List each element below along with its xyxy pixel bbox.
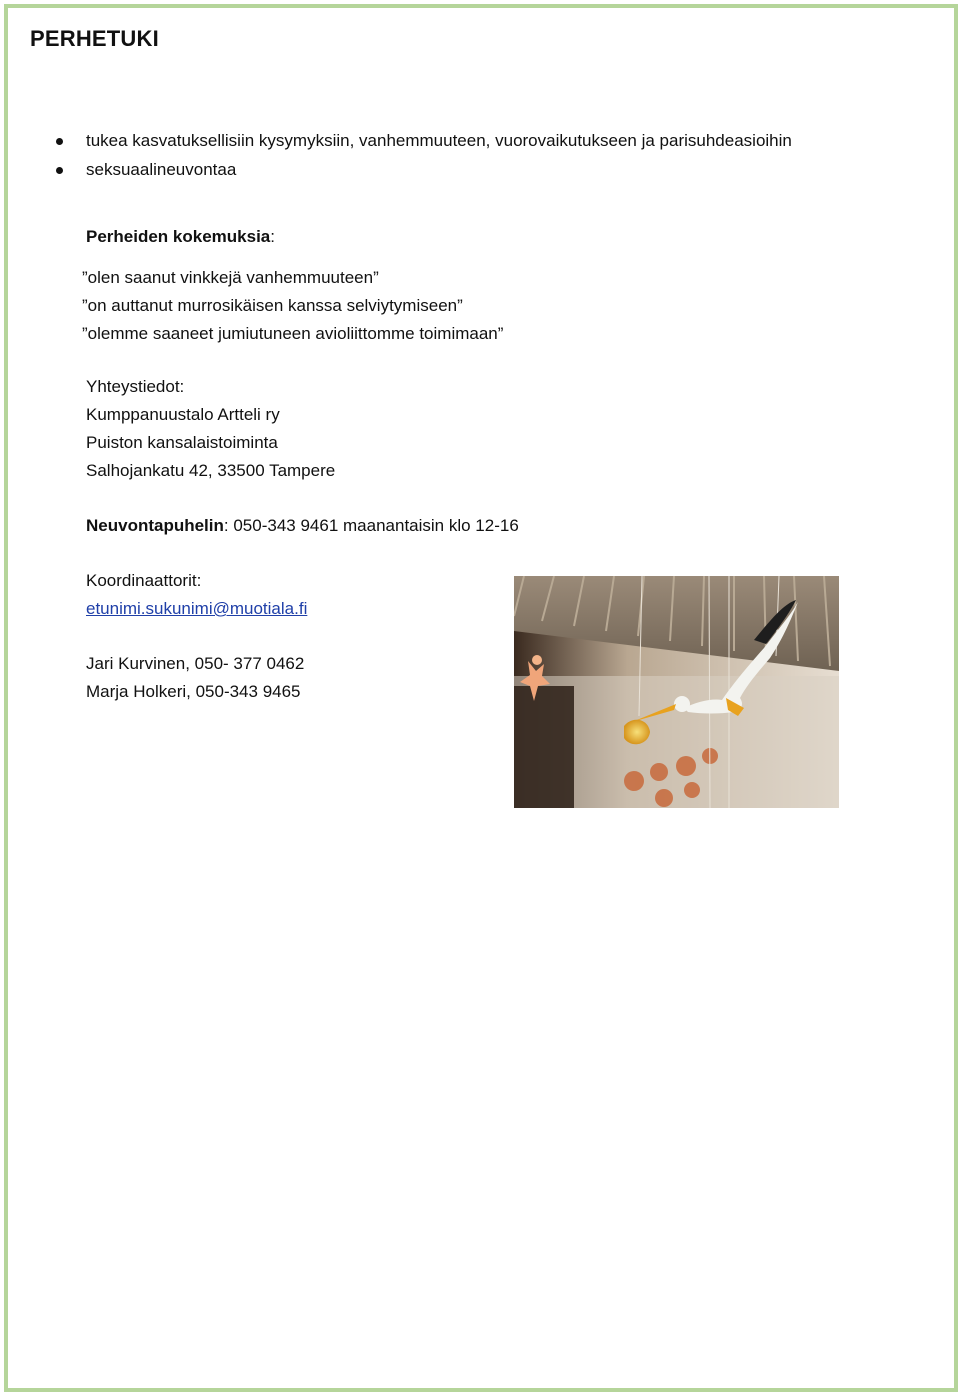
- list-item: [52, 126, 792, 155]
- contact-line: Kumppanuustalo Artteli ry: [86, 405, 280, 424]
- list-item-text: tukea kasvatuksellisiin kysymyksiin, vanhemmuuteen, vuorovaikutukseen ja parisuhdeasioihin: [86, 131, 792, 150]
- email-link[interactable]: etunimi.sukunimi@muotiala.fi: [86, 599, 308, 618]
- list-item-text: seksuaalineuvontaa: [86, 160, 237, 179]
- experiences-heading: [86, 223, 275, 251]
- service-list: [52, 126, 792, 184]
- page-title: PERHETUKI: [30, 26, 159, 51]
- bullet-icon: [56, 138, 63, 145]
- coordinator-contacts: [86, 650, 304, 706]
- coordinator-line: Marja Holkeri, 050-343 9465: [86, 682, 301, 701]
- contact-info: [86, 373, 335, 485]
- phone-value: : 050-343 9461 maanantaisin klo 12-16: [223, 516, 519, 535]
- contact-heading: Yhteystiedot:: [86, 377, 185, 396]
- stork-mobile-photo: [514, 576, 839, 808]
- testimonial-quote: ”on auttanut murrosikäisen kanssa selviytymiseen”: [82, 296, 463, 315]
- testimonials: [82, 264, 503, 348]
- contact-line: Puiston kansalaistoiminta: [86, 433, 278, 452]
- coordinator-line: Jari Kurvinen, 050- 377 0462: [86, 654, 305, 673]
- contact-line: Salhojankatu 42, 33500 Tampere: [86, 461, 336, 480]
- experiences-heading-label: Perheiden kokemuksia: [86, 227, 271, 246]
- testimonial-quote: ”olemme saaneet jumiutuneen avioliittomme toimimaan”: [82, 324, 504, 343]
- coordinators-heading: Koordinaattorit:: [86, 571, 202, 590]
- experiences-heading-colon: :: [270, 227, 275, 246]
- testimonial-quote: ”olen saanut vinkkejä vanhemmuuteen”: [82, 268, 379, 287]
- bullet-icon: [56, 167, 63, 174]
- phone-label: Neuvontapuhelin: [86, 516, 224, 535]
- advice-phone: [86, 512, 519, 540]
- list-item: [52, 155, 792, 184]
- coordinators: [86, 567, 307, 623]
